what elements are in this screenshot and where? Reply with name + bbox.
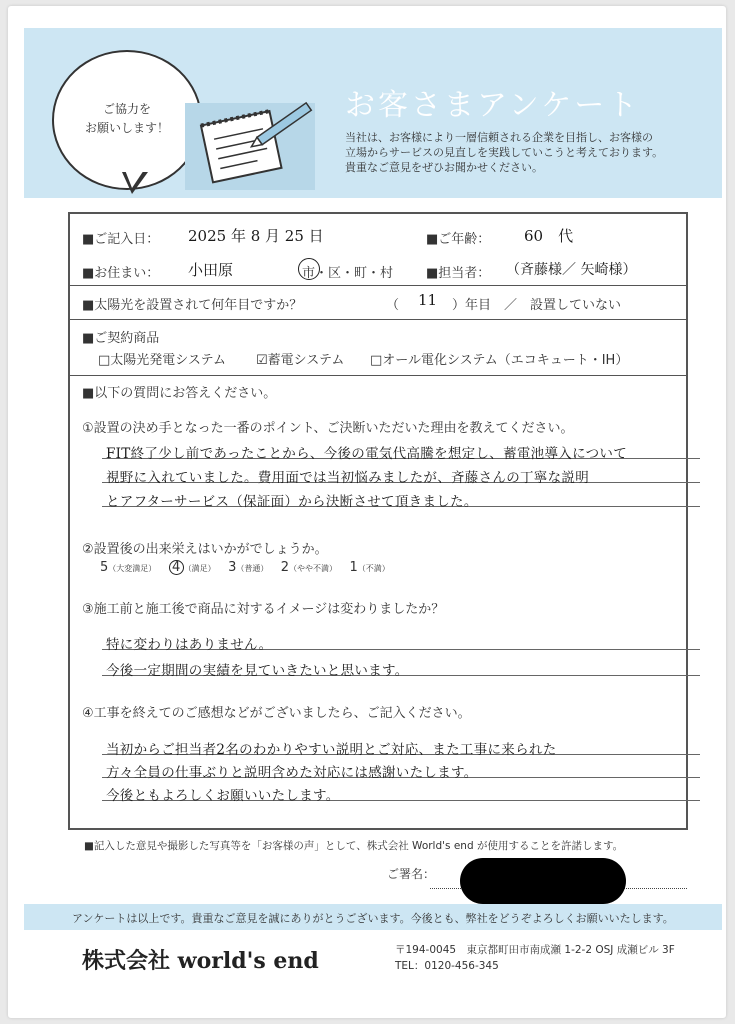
date-label: ■ご記入日： — [82, 232, 160, 247]
contract-option-all-electric: □オール電化システム（エコキュート・IH） — [370, 353, 629, 368]
bubble-line-2: お願いします！ — [84, 121, 169, 135]
answer-4-line-1: 当初からご担当者2名のわかりやすい説明とご対応、また工事に来られた — [106, 742, 557, 758]
question-2: ②設置後の出来栄えはいかがでしょうか。 — [82, 542, 328, 557]
solar-question: ■太陽光を設置されて何年目ですか？ — [82, 298, 303, 313]
address-value: 小田原 — [188, 261, 234, 279]
questions-label: ■以下の質問にお答えください。 — [82, 386, 277, 401]
survey-description: 当社は、お客様により一層信頼される企業を目指し、お客様の 立場からサービスの見直しを実践していこうと考えております。 貴重なご意見をぜひお聞かせください。 — [345, 131, 664, 174]
rating-2: 2 — [280, 560, 290, 575]
footer-banner — [24, 904, 722, 930]
footer-message: アンケートは以上です。貴重なご意見を誠にありがとうございます。今後とも、弊社をどうぞよろしくお願いいたします。 — [72, 912, 674, 925]
rating-3: 3 — [228, 560, 237, 575]
address-label: ■お住まい： — [82, 266, 160, 281]
answer-4-line-3: 今後ともよろしくお願いいたします。 — [106, 788, 340, 804]
answer-1-line-3: とアフターサービス（保証面）から決断させて頂きました。 — [106, 494, 478, 510]
rating-4-selected: 4 — [169, 560, 184, 575]
question-1: ①設置の決め手となった一番のポイント、ご決断いただいた理由を教えてください。 — [82, 421, 574, 436]
speech-bubble-text — [52, 100, 202, 138]
signature-label: ご署名： — [387, 867, 436, 881]
survey-title: お客さまアンケート — [345, 88, 641, 123]
company-name: 株式会社 world's end — [82, 948, 319, 974]
bubble-line-1: ご協力を — [102, 102, 151, 116]
staff-label: ■担当者： — [426, 266, 491, 281]
rating-options: 5（大変満足） 4 （満足） 3（普通） 2（やや不満） 1（不満） — [100, 560, 390, 575]
rating-1: 1 — [349, 560, 358, 575]
address-units: 市・区・町・村 — [302, 266, 394, 281]
question-3: ③施工前と施工後で商品に対するイメージは変わりましたか？ — [82, 602, 445, 617]
contract-option-battery: ☑蓄電システム — [256, 353, 345, 368]
answer-1-line-1: FIT終了少し前であったことから、今後の電気代高騰を想定し、蓄電池導入について — [106, 446, 627, 462]
staff-value: （斉藤様／ 矢崎様） — [506, 262, 637, 278]
solar-suffix: ）年目 ／ 設置していない — [452, 298, 622, 313]
age-label: ■ご年齢： — [426, 232, 491, 247]
contract-label: ■ご契約商品 — [82, 331, 160, 346]
survey-form: ■ご記入日： 2025 年 8 月 25 日 ■ご年齢： 60 代 ■お住まい： 小田原 市・区・町・村 ■担当者： （斉藤様／ 矢崎様） ■太陽光を設置されて何年目ですか？ （ 11 ）年目 ／ 設置していない ■ご契約商品 □太陽光発電システム ☑蓄電システム □オール電化システム（エコキュート・IH） ■以下の質問にお答えください。 ①設置の決め手となった一番のポイント、ご決断いただいた理由を教えてください。 FIT終了少し前であったことから、今後の電気代高騰を想定し、蓄電池導入について 視野に入れていました。費用面では当初悩みましたが、斉藤さんの丁寧な説明 とアフターサービス（保証面）から決断させて頂きました。 ②設置後の出来栄えはいかがでしょうか。 5（大変満足） 4 （満足） 3（普通） 2（やや不満） 1（不満） ③施工前と施工後で商品に対するイメージは変わりましたか？ 特に変わりはありません。 今後一定期間の実績を見ていきたいと思います。 ④工事を終えてのご感想などがございましたら、ご記入ください。 当初からご担当者2名のわかりやすい説明とご対応、また工事に来られた 方々全員の仕事ぶりと説明含めた対応には感謝いたします。 今後ともよろしくお願いいたします。 — [68, 212, 688, 830]
consent-statement: ■記入した意見や撮影した写真等を「お客様の声」として、株式会社 World's end が使用することを許諾します。 — [84, 840, 624, 852]
company-address: 〒194-0045 東京都町田市南成瀬 1-2-2 OSJ 成瀬ビル 3F — [395, 944, 675, 956]
question-4: ④工事を終えてのご感想などがございましたら、ご記入ください。 — [82, 706, 471, 721]
notepad-pencil-icon — [185, 95, 315, 190]
solar-years-value: 11 — [418, 291, 438, 309]
address-selected-circle — [298, 258, 320, 280]
company-tel: TEL：0120-456-345 — [395, 960, 499, 972]
date-value: 2025 年 8 月 25 日 — [188, 227, 324, 245]
answer-1-line-2: 視野に入れていました。費用面では当初悩みましたが、斉藤さんの丁寧な説明 — [106, 470, 589, 486]
redacted-signature — [460, 858, 626, 904]
company-contact — [395, 942, 675, 974]
rating-5: 5 — [100, 560, 109, 575]
age-value: 60 代 — [524, 227, 574, 245]
answer-3-line-2: 今後一定期間の実績を見ていきたいと思います。 — [106, 663, 409, 679]
answer-3-line-1: 特に変わりはありません。 — [106, 637, 273, 653]
contract-option-solar: □太陽光発電システム — [98, 353, 226, 368]
answer-4-line-2: 方々全員の仕事ぶりと説明含めた対応には感謝いたします。 — [106, 765, 478, 781]
